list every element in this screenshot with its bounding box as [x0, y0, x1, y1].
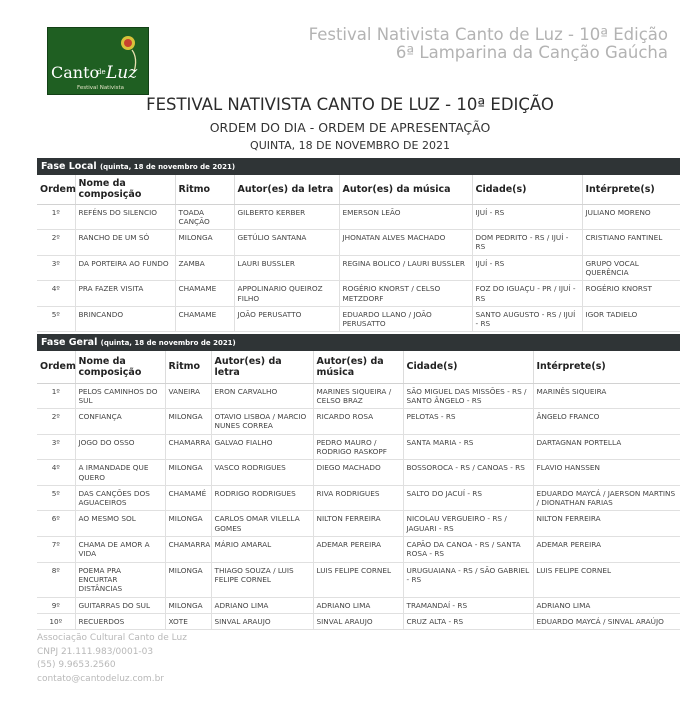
footer-phone: (55) 9.9653.2560: [37, 660, 116, 671]
cell-letra: GETÚLIO SANTANA: [234, 230, 339, 256]
document-title: FESTIVAL NATIVISTA CANTO DE LUZ - 10ª EDIÇÃO: [146, 95, 554, 114]
cell-interprete: IGOR TADIELO: [582, 306, 680, 332]
cell-ordem: 4º: [37, 460, 75, 486]
cell-ritmo: VANEIRA: [165, 383, 211, 409]
col-ordem: Ordem: [37, 351, 75, 383]
cell-letra: ADRIANO LIMA: [211, 597, 313, 613]
cell-ritmo: ZAMBA: [175, 255, 234, 281]
cell-cidade: BOSSOROCA - RS / CANOAS - RS: [403, 460, 533, 486]
col-nome: Nome da composição: [75, 175, 175, 204]
table-row: [37, 383, 680, 409]
cell-musica: ADEMAR PEREIRA: [313, 537, 403, 563]
table-header-row: [37, 175, 680, 204]
col-interprete: Intérprete(s): [533, 351, 680, 383]
fase-local-header: [37, 158, 680, 175]
cell-letra: THIAGO SOUZA / LUIS FELIPE CORNEL: [211, 562, 313, 597]
cell-nome: RANCHO DE UM SÓ: [75, 230, 175, 256]
cell-ordem: 1º: [37, 204, 75, 230]
cell-letra: GILBERTO KERBER: [234, 204, 339, 230]
cell-musica: RIVA RODRIGUES: [313, 485, 403, 511]
header-line-1: Festival Nativista Canto de Luz - 10ª Edição: [308, 25, 668, 44]
footer-cnpj: CNPJ 21.111.983/0001-03: [37, 646, 154, 657]
cell-interprete: GRUPO VOCAL QUERÊNCIA: [582, 255, 680, 281]
cell-musica: MARINES SIQUEIRA / CELSO BRAZ: [313, 383, 403, 409]
cell-musica: REGINA BOLICO / LAURI BUSSLER: [339, 255, 472, 281]
cell-musica: LUIS FELIPE CORNEL: [313, 562, 403, 597]
table-header-row: [37, 351, 680, 383]
cell-musica: DIEGO MACHADO: [313, 460, 403, 486]
table-row: [37, 562, 680, 597]
header-line-2: 6ª Lamparina da Canção Gaúcha: [395, 43, 668, 62]
cell-ordem: 10º: [37, 613, 75, 629]
cell-nome: PELOS CAMINHOS DO SUL: [75, 383, 165, 409]
cell-cidade: URUGUAIANA - RS / SÃO GABRIEL - RS: [403, 562, 533, 597]
cell-musica: EDUARDO LLANO / JOÃO PERUSATTO: [339, 306, 472, 332]
col-ordem: Ordem: [37, 175, 75, 204]
cell-ordem: 2º: [37, 230, 75, 256]
cell-nome: CHAMA DE AMOR A VIDA: [75, 537, 165, 563]
footer-email[interactable]: contato@cantodeluz.com.br: [37, 673, 164, 684]
cell-interprete: ADRIANO LIMA: [533, 597, 680, 613]
cell-musica: SINVAL ARAUJO: [313, 613, 403, 629]
cell-letra: VASCO RODRIGUES: [211, 460, 313, 486]
table-row: [37, 537, 680, 563]
cell-cidade: IJUÍ - RS: [472, 255, 582, 281]
cell-nome: A IRMANDADE QUE QUERO: [75, 460, 165, 486]
cell-nome: PRA FAZER VISITA: [75, 281, 175, 307]
cell-nome: REFÉNS DO SILENCIO: [75, 204, 175, 230]
cell-letra: MÁRIO AMARAL: [211, 537, 313, 563]
table-row: [37, 511, 680, 537]
cell-letra: GALVAO FIALHO: [211, 434, 313, 460]
logo-text-sub: Festival Nativista: [77, 85, 125, 91]
cell-nome: CONFIANÇA: [75, 409, 165, 435]
cell-ordem: 1º: [37, 383, 75, 409]
cell-ordem: 4º: [37, 281, 75, 307]
col-cidade: Cidade(s): [403, 351, 533, 383]
col-interprete: Intérprete(s): [582, 175, 680, 204]
fase-geral-table: [37, 351, 680, 630]
cell-ritmo: CHAMAME: [175, 281, 234, 307]
cell-ritmo: CHAMARRA: [165, 434, 211, 460]
col-letra: Autor(es) da letra: [234, 175, 339, 204]
cell-nome: BRINCANDO: [75, 306, 175, 332]
logo-text-canto: Canto: [51, 63, 100, 82]
cell-musica: NILTON FERREIRA: [313, 511, 403, 537]
logo-text-luz: Luz: [106, 63, 138, 83]
cell-ritmo: MILONGA: [165, 511, 211, 537]
col-ritmo: Ritmo: [165, 351, 211, 383]
cell-ordem: 5º: [37, 306, 75, 332]
cell-cidade: DOM PEDRITO - RS / IJUÍ - RS: [472, 230, 582, 256]
cell-musica: ADRIANO LIMA: [313, 597, 403, 613]
cell-musica: EMERSON LEÃO: [339, 204, 472, 230]
cell-cidade: SÃO MIGUEL DAS MISSÕES - RS / SANTO ÂNGELO - RS: [403, 383, 533, 409]
fase-local-date: (quinta, 18 de novembro de 2021): [99, 163, 236, 171]
cell-interprete: DARTAGNAN PORTELLA: [533, 434, 680, 460]
table-row: [37, 434, 680, 460]
cell-ritmo: MILONGA: [165, 562, 211, 597]
table-row: [37, 613, 680, 629]
col-nome: Nome da composição: [75, 351, 165, 383]
cell-letra: LAURI BUSSLER: [234, 255, 339, 281]
col-letra: Autor(es) da letra: [211, 351, 313, 383]
table-row: [37, 281, 680, 307]
cell-ordem: 7º: [37, 537, 75, 563]
cell-interprete: FLAVIO HANSSEN: [533, 460, 680, 486]
cell-nome: DA PORTEIRA AO FUNDO: [75, 255, 175, 281]
cell-letra: JOÃO PERUSATTO: [234, 306, 339, 332]
fase-local-table: [37, 175, 680, 332]
table-row: [37, 460, 680, 486]
footer-org: Associação Cultural Canto de Luz: [37, 633, 187, 643]
cell-interprete: EDUARDO MAYCÁ / JAERSON MARTINS / DIONATHAN FARIAS: [533, 485, 680, 511]
cell-cidade: FOZ DO IGUAÇU - PR / IJUÍ - RS: [472, 281, 582, 307]
cell-interprete: CRISTIANO FANTINEL: [582, 230, 680, 256]
cell-letra: SINVAL ARAUJO: [211, 613, 313, 629]
cell-cidade: CRUZ ALTA - RS: [403, 613, 533, 629]
cell-cidade: PELOTAS - RS: [403, 409, 533, 435]
document-subtitle: ORDEM DO DIA - ORDEM DE APRESENTAÇÃO: [209, 120, 491, 135]
fase-local-name: Fase Local: [41, 161, 97, 172]
cell-ritmo: CHAMARRA: [165, 537, 211, 563]
cell-ritmo: MILONGA: [165, 460, 211, 486]
col-ritmo: Ritmo: [175, 175, 234, 204]
festival-logo: [47, 27, 149, 95]
table-row: [37, 597, 680, 613]
cell-cidade: NICOLAU VERGUEIRO - RS / JAGUARI - RS: [403, 511, 533, 537]
cell-interprete: NILTON FERREIRA: [533, 511, 680, 537]
cell-cidade: SANTA MARIA - RS: [403, 434, 533, 460]
cell-interprete: EDUARDO MAYCÁ / SINVAL ARAÚJO: [533, 613, 680, 629]
cell-interprete: ADEMAR PEREIRA: [533, 537, 680, 563]
cell-interprete: ROGÉRIO KNORST: [582, 281, 680, 307]
cell-cidade: SALTO DO JACUÍ - RS: [403, 485, 533, 511]
cell-musica: JHONATAN ALVES MACHADO: [339, 230, 472, 256]
cell-ritmo: TOADA CANÇÃO: [175, 204, 234, 230]
fase-geral-header: [37, 334, 680, 351]
fase-geral-date: (quinta, 18 de novembro de 2021): [100, 339, 236, 347]
logo-text-de: de: [97, 68, 106, 76]
cell-ritmo: MILONGA: [175, 230, 234, 256]
col-musica: Autor(es) da música: [339, 175, 472, 204]
cell-ordem: 9º: [37, 597, 75, 613]
cell-ritmo: MILONGA: [165, 597, 211, 613]
cell-cidade: SANTO AUGUSTO - RS / IJUÍ - RS: [472, 306, 582, 332]
cell-ritmo: XOTE: [165, 613, 211, 629]
fase-geral-section: [37, 334, 680, 630]
cell-interprete: MARINÊS SIQUEIRA: [533, 383, 680, 409]
cell-musica: PEDRO MAURO / RODRIGO RASKOPF: [313, 434, 403, 460]
cell-nome: JOGO DO OSSO: [75, 434, 165, 460]
cell-nome: AO MESMO SOL: [75, 511, 165, 537]
logo-graphic: [48, 28, 149, 95]
table-row: [37, 255, 680, 281]
table-row: [37, 204, 680, 230]
cell-ordem: 2º: [37, 409, 75, 435]
cell-musica: RICARDO ROSA: [313, 409, 403, 435]
table-row: [37, 409, 680, 435]
cell-ritmo: CHAMAME: [175, 306, 234, 332]
cell-letra: CARLOS OMAR VILELLA GOMES: [211, 511, 313, 537]
document-date: QUINTA, 18 DE NOVEMBRO DE 2021: [250, 139, 450, 152]
table-row: [37, 230, 680, 256]
cell-ordem: 8º: [37, 562, 75, 597]
cell-letra: ERON CARVALHO: [211, 383, 313, 409]
cell-ordem: 3º: [37, 434, 75, 460]
table-row: [37, 306, 680, 332]
cell-ritmo: CHAMAMÉ: [165, 485, 211, 511]
cell-ordem: 3º: [37, 255, 75, 281]
cell-nome: RECUERDOS: [75, 613, 165, 629]
cell-interprete: LUIS FELIPE CORNEL: [533, 562, 680, 597]
footer-contact: [37, 632, 187, 686]
table-row: [37, 485, 680, 511]
col-cidade: Cidade(s): [472, 175, 582, 204]
cell-interprete: JULIANO MORENO: [582, 204, 680, 230]
cell-interprete: ÂNGELO FRANCO: [533, 409, 680, 435]
cell-ordem: 6º: [37, 511, 75, 537]
col-musica: Autor(es) da música: [313, 351, 403, 383]
fase-geral-name: Fase Geral: [41, 337, 98, 348]
cell-nome: DAS CANÇÕES DOS AGUACEIROS: [75, 485, 165, 511]
fase-local-section: [37, 158, 680, 332]
cell-cidade: TRAMANDAÍ - RS: [403, 597, 533, 613]
header-festival-names: [309, 26, 668, 62]
cell-letra: RODRIGO RODRIGUES: [211, 485, 313, 511]
cell-nome: GUITARRAS DO SUL: [75, 597, 165, 613]
cell-letra: OTAVIO LISBOA / MARCIO NUNES CORREA: [211, 409, 313, 435]
cell-cidade: CAPÃO DA CANOA - RS / SANTA ROSA - RS: [403, 537, 533, 563]
cell-ordem: 5º: [37, 485, 75, 511]
cell-cidade: IJUÍ - RS: [472, 204, 582, 230]
cell-ritmo: MILONGA: [165, 409, 211, 435]
cell-nome: POEMA PRA ENCURTAR DISTÂNCIAS: [75, 562, 165, 597]
cell-letra: APPOLINARIO QUEIROZ FILHO: [234, 281, 339, 307]
cell-musica: ROGÉRIO KNORST / CELSO METZDORF: [339, 281, 472, 307]
